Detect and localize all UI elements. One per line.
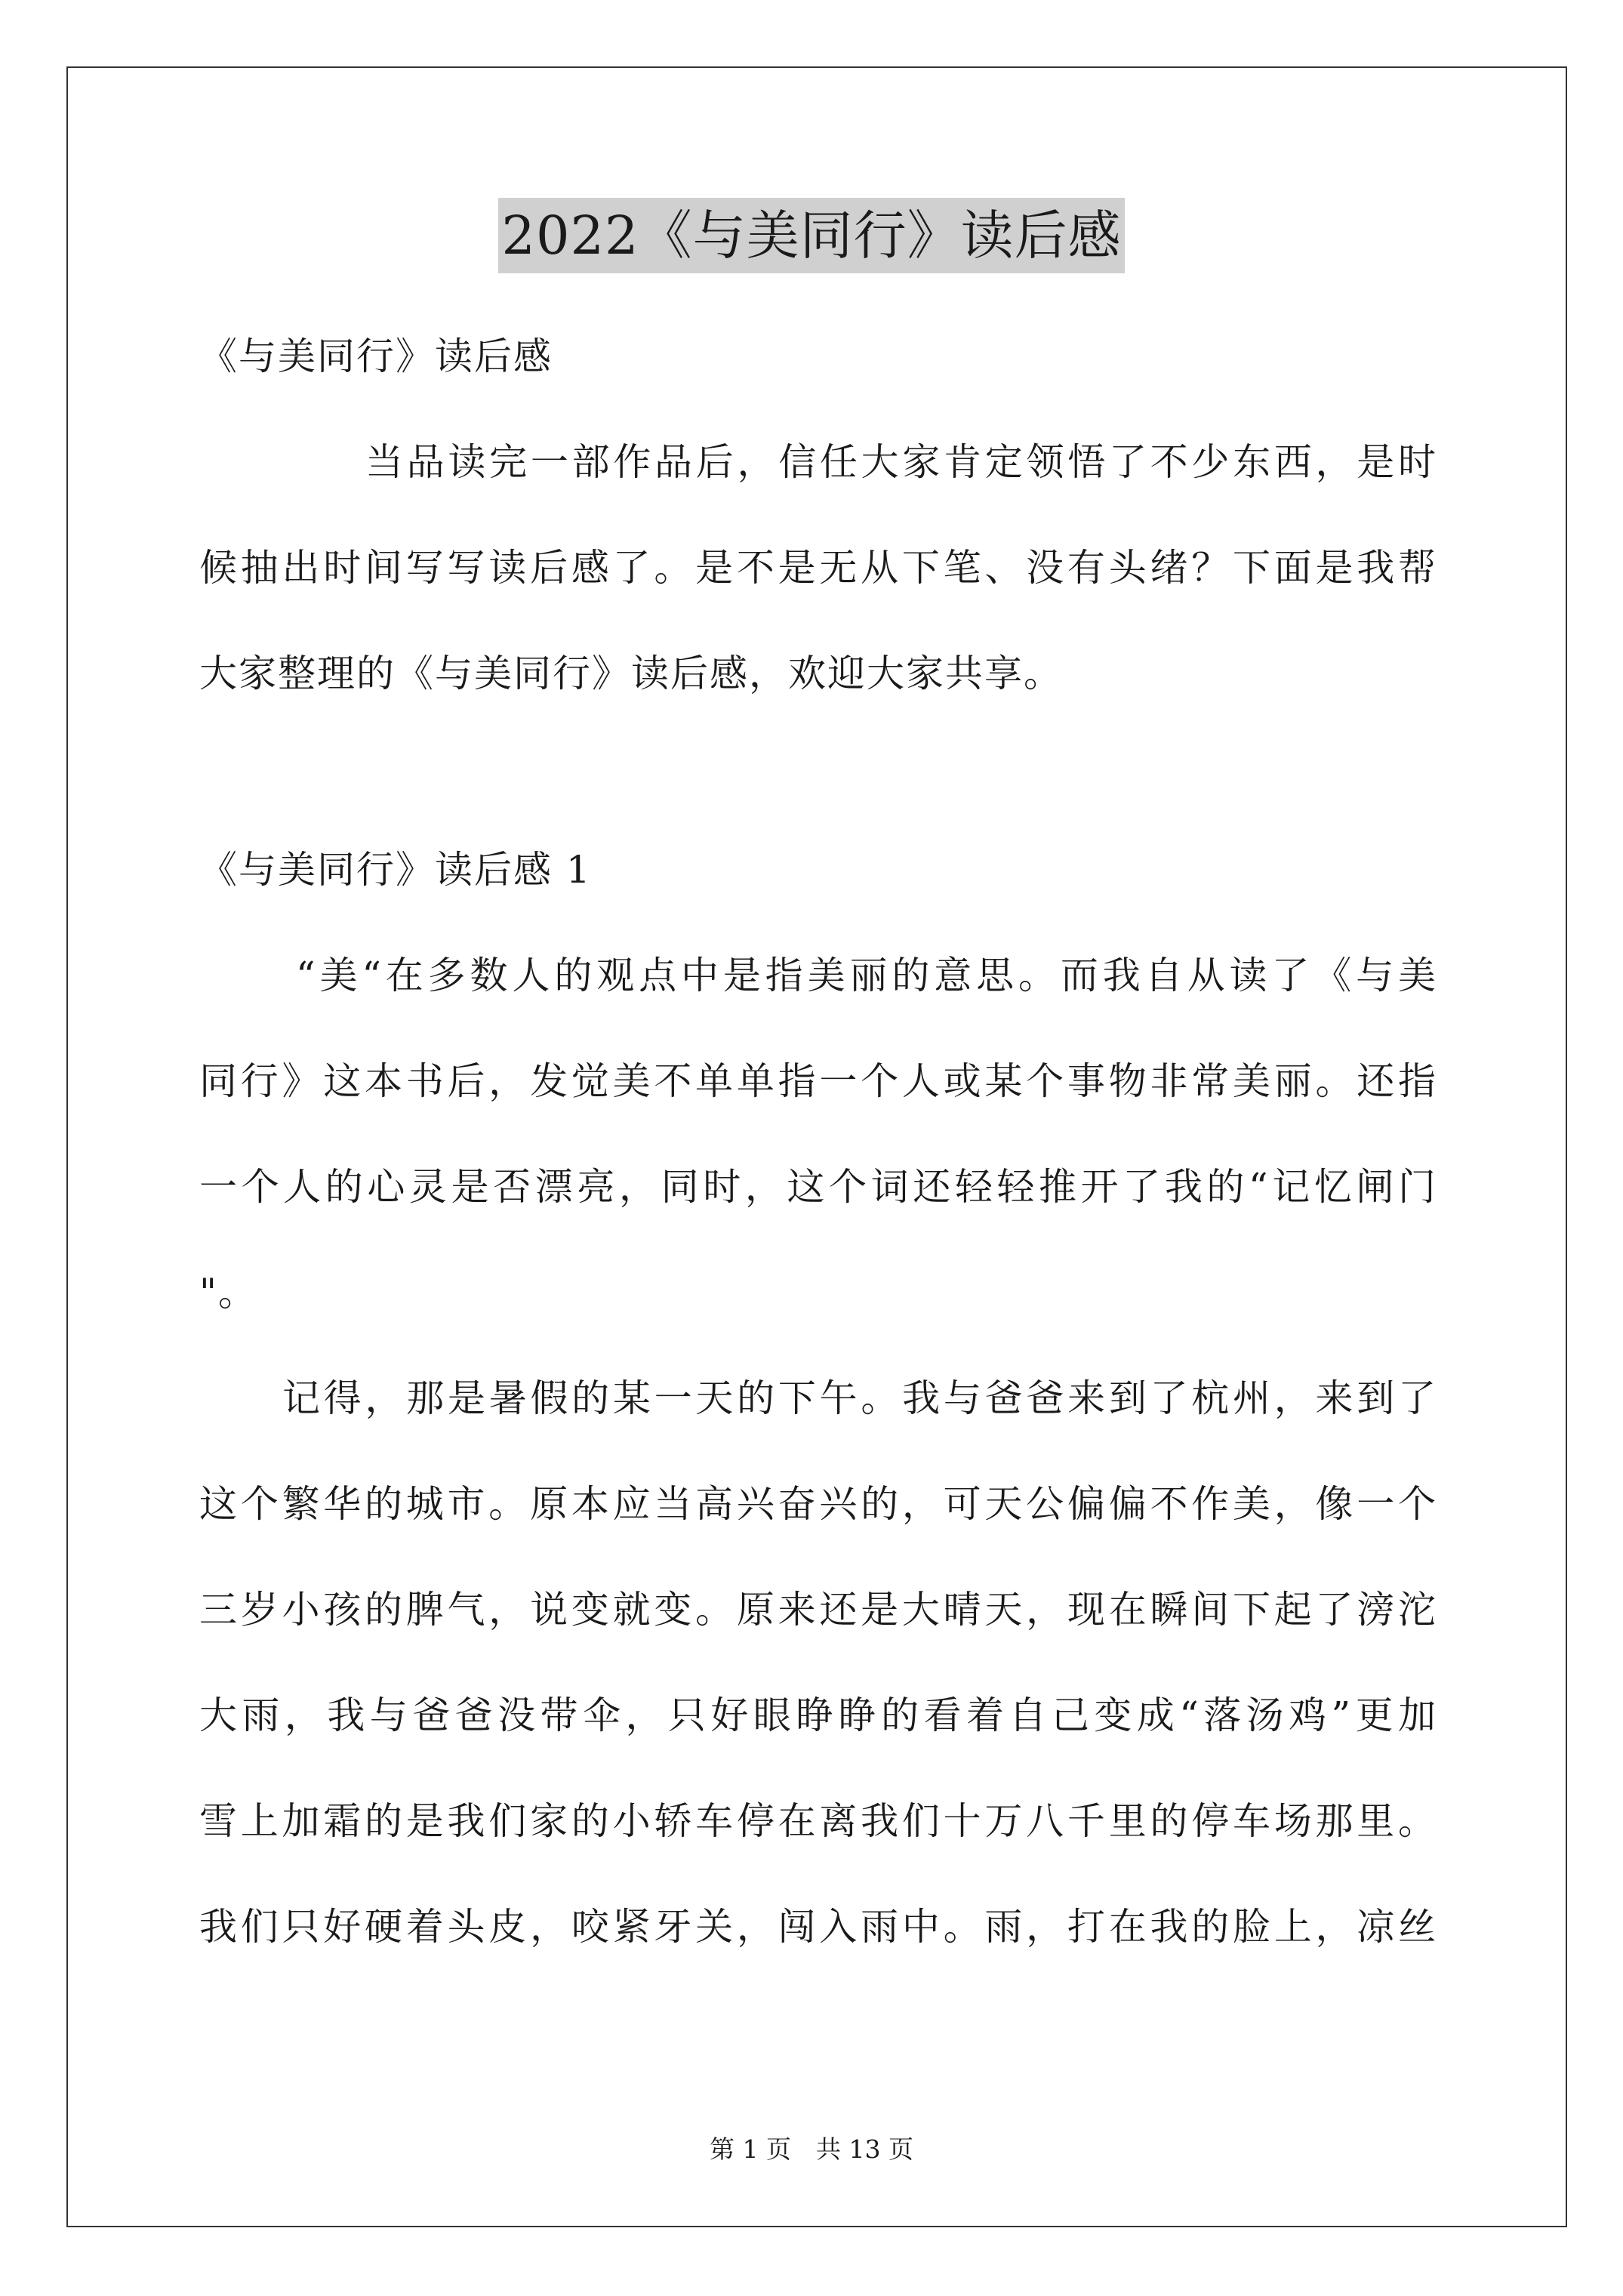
section-gap <box>199 726 1437 817</box>
para2-line-5: 雪上加霜的是我们家的小轿车停在离我们十万八千里的停车场那里。 <box>199 1799 1437 1843</box>
title-area <box>0 198 1623 273</box>
para2-line-1: 记得，那是暑假的某一天的下午。我与爸爸来到了杭州，来到了 <box>282 1376 1437 1420</box>
para1-line-1: “美“在多数人的观点中是指美丽的意思。而我自从读了《与美 <box>296 954 1437 997</box>
intro-line-2: 候抽出时间写写读后感了。是不是无从下笔、没有头绪？下面是我帮 <box>199 546 1437 590</box>
para2-line-3: 三岁小孩的脾气，说变就变。原来还是大晴天，现在瞬间下起了滂沱 <box>199 1588 1437 1632</box>
intro-line-3: 大家整理的《与美同行》读后感，欢迎大家共享。 <box>199 652 1063 695</box>
para1-line-3: 一个人的心灵是否漂亮，同时，这个词还轻轻推开了我的“记忆闸门 <box>199 1165 1437 1209</box>
para2-line-6: 我们只好硬着头皮，咬紧牙关，闯入雨中。雨，打在我的脸上，凉丝 <box>199 1905 1437 1949</box>
document-title: 2022《与美同行》读后感 <box>498 198 1124 273</box>
section-heading: 《与美同行》读后感 1 <box>199 848 592 892</box>
para2-line-2: 这个繁华的城市。原本应当高兴奋兴的，可天公偏偏不作美，像一个 <box>199 1482 1437 1526</box>
para1-line-2: 同行》这本书后，发觉美不单单指一个人或某个事物非常美丽。还指 <box>199 1059 1437 1103</box>
intro-line-1: 当品读完一部作品后，信任大家肯定领悟了不少东西，是时 <box>365 440 1437 484</box>
para2-line-4: 大雨，我与爸爸没带伞，只好眼睁睁的看着自己变成“落汤鸡”更加 <box>199 1693 1437 1737</box>
page-number: 第 1 页 共 13 页 <box>710 2134 913 2164</box>
para1-line-4: "。 <box>199 1271 257 1314</box>
document-heading: 《与美同行》读后感 <box>199 334 553 378</box>
page-footer <box>0 2131 1623 2168</box>
document-body <box>199 304 1437 1980</box>
